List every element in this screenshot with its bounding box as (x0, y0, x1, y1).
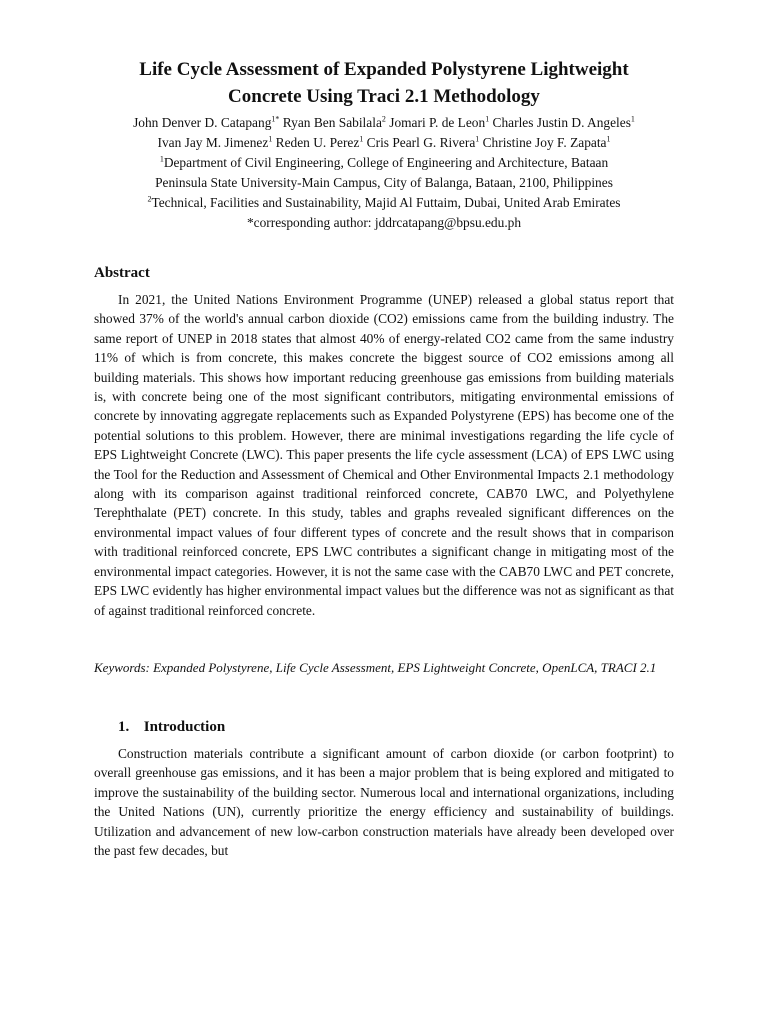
author: Reden U. Perez$^1$ (272, 134, 364, 150)
title-line: Life Cycle Assessment of Expanded Polystyrene Lightweight (139, 59, 629, 80)
author: Cris Pearl G. Rivera$^1$ (363, 134, 480, 150)
paper-title (94, 56, 674, 110)
section-number: 1. (118, 718, 130, 735)
paper-page (94, 56, 674, 860)
keywords: Keywords: Expanded Polystyrene, Life Cycle Assessment, EPS Lightweight Concrete, OpenLCA, TRACI 2.1 (94, 659, 657, 675)
title-line: Concrete Using Traci 2.1 Methodology (228, 86, 540, 107)
author-line (94, 133, 674, 153)
author-line (94, 113, 674, 133)
author: John Denver D. Catapang$^{1*}$ (133, 114, 280, 130)
author: Christine Joy F. Zapata$^1$ (479, 134, 611, 150)
affiliation-2: $^2$Technical, Facilities and Sustainability, Majid Al Futtaim, Dubai, United Arab Emirates (147, 194, 621, 210)
author: Jomari P. de Leon$^1$ (385, 114, 490, 130)
affiliations (94, 153, 674, 233)
affiliation-1-continued: Peninsula State University-Main Campus, City of Balanga, Bataan, 2100, Philippines (155, 175, 613, 190)
author: Ryan Ben Sabilala$^2$ (279, 114, 386, 130)
affiliation-1: $^1$Department of Civil Engineering, College of Engineering and Architecture, Bataan (159, 154, 609, 170)
introduction-text: Construction materials contribute a significant amount of carbon dioxide (or carbon footprint) to overall greenhouse gas emissions, and it has been a major problem that is being explored and mitigated to improve the sustainability of the building sector. Numerous local and international organizations, including the United Nations (UN), currently prioritize the energy efficiency and sustainability of buildings. Utilization and advancement of new low-carbon construction materials have already been developed over the past few decades, but (94, 745, 674, 858)
section-heading-introduction (94, 716, 674, 738)
abstract-heading: Abstract (94, 265, 150, 281)
abstract-text: In 2021, the United Nations Environment Programme (UNEP) released a global status report that showed 37% of the world's annual carbon dioxide (CO2) emissions came from the building industry. The same report of UNEP in 2018 states that almost 40% of energy-related CO2 came from the same industry 11% of which is from concrete, this makes concrete the biggest source of CO2 emissions among all building materials. This shows how important reducing greenhouse gas emissions from building materials is, with concrete being one of the most significant contributors, mitigating environmental emissions of concrete by innovating aggregate replacements such as Expanded Polystyrene (EPS) has become one of the potential solutions to this problem. However, there are minimal investigations regarding the life cycle of EPS Lightweight Concrete (LWC). This paper presents the life cycle assessment (LCA) of EPS LWC using the Tool for the Reduction and Assessment of Chemical and Other Environmental Impacts 2.1 methodology along with its comparison against traditional reinforced concrete, CAB70 LWC, and Polyethylene Terephthalate (PET) concrete. In this study, tables and graphs revealed significant differences on the environmental impact values of four different types of concrete and the result shows that in comparison with traditional reinforced concrete, EPS LWC contributes a significant change in mitigating most of the environmental impact categories. However, it is not the same case with the CAB70 LWC and PET concrete, EPS LWC evidently has higher environmental impact values but the difference was not as significant as that of against traditional reinforced concrete. (94, 292, 674, 618)
corresponding-author: *corresponding author: jddrcatapang@bpsu.edu.ph (246, 215, 522, 230)
author-list (94, 113, 674, 153)
author: Charles Justin D. Angeles$^1$ (489, 114, 635, 130)
author: Ivan Jay M. Jimenez$^1$ (157, 134, 273, 150)
section-title: Introduction (143, 718, 226, 735)
